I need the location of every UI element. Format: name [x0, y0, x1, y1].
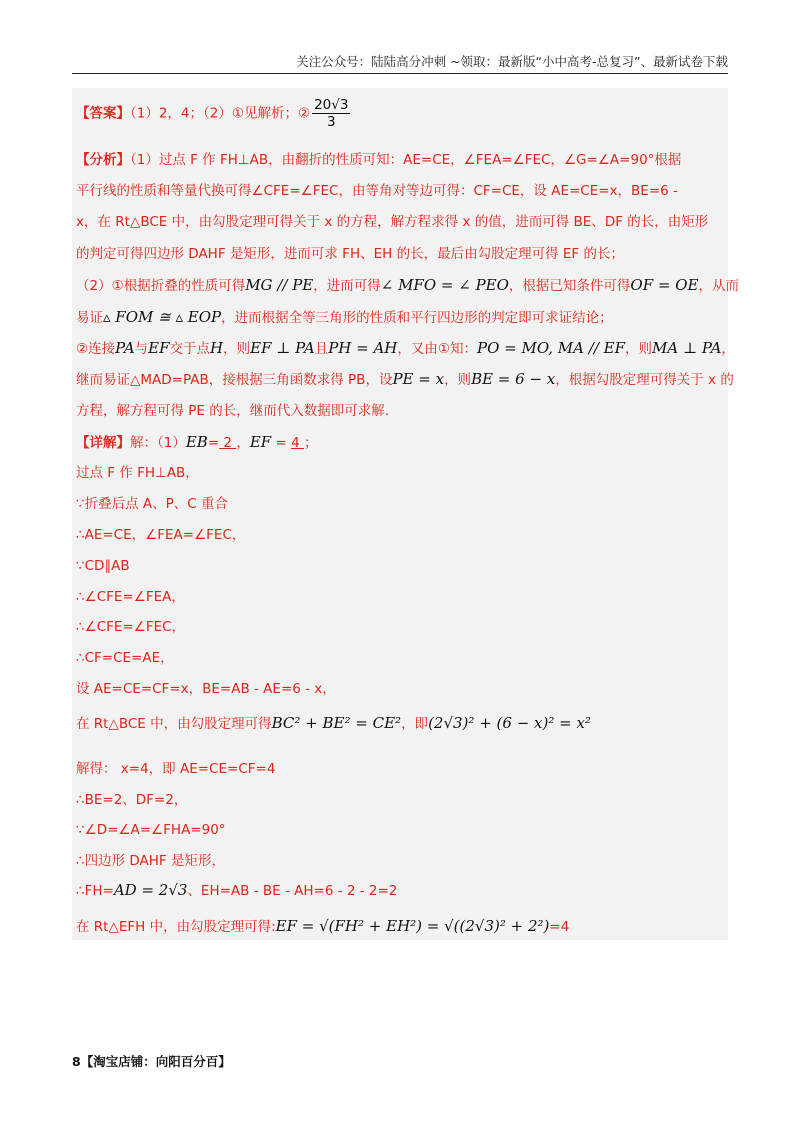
detail-text: 在 Rt△EFH 中，由勾股定理可得: — [76, 919, 276, 935]
detail-step: 过点 F 作 FH⊥AB， — [76, 465, 199, 481]
math-expr: MG // PE — [245, 276, 314, 294]
analysis-text: ，从而 — [698, 278, 739, 294]
analysis-line-3: x，在 Rt△BCE 中，由勾股定理可得关于 x 的方程，解方程求得 x 的值，进而可得 BE、DF 的长，由矩形 — [76, 214, 709, 230]
detail-step: ∵∠D=∠A=∠FHA=90° — [76, 822, 226, 838]
detail-pythagoras-bce — [76, 713, 591, 734]
analysis-line-5 — [76, 275, 739, 296]
detail-text: ，即 — [401, 716, 429, 732]
analysis-text: ，又由①知： — [397, 341, 477, 357]
fraction-numerator: 20√3 — [314, 97, 349, 113]
detail-text: 、EH=AB - BE - AH=6 - 2 - 2=2 — [187, 883, 398, 899]
math-expr: BC² + BE² = CE² — [271, 714, 402, 732]
math-expr: EF — [148, 339, 170, 357]
detail-step: ∴CF=CE=AE， — [76, 650, 174, 666]
analysis-text: ，则 — [223, 341, 251, 357]
analysis-tag: 【分析】 — [76, 152, 130, 168]
math-expr: H — [210, 339, 224, 357]
math-expr: EF = √(FH² + EH²) = √((2√3)² + 2²) — [275, 917, 550, 935]
detail-text: =4 — [549, 919, 570, 935]
math-expr: BE = 6 − x — [471, 370, 556, 388]
answer-line — [76, 97, 352, 130]
analysis-text: ②连接 — [76, 341, 116, 357]
answer-blank-ef: 4 — [291, 435, 304, 451]
math-expr: EF — [249, 433, 272, 451]
answer-blank-eb: 2 — [219, 435, 237, 451]
analysis-text: ，则 — [625, 341, 653, 357]
math-expr: EF ⊥ PA — [250, 339, 315, 357]
detail-step: ∴四边形 DAHF 是矩形， — [76, 853, 225, 869]
detail-step: ∵CD∥AB — [76, 558, 130, 574]
detail-step: ∵折叠后点 A、P、C 重合 — [76, 496, 228, 512]
math-expr: ∠ MFO = ∠ PEO — [380, 276, 509, 294]
analysis-line-6 — [76, 307, 613, 328]
analysis-text: ， — [721, 341, 735, 357]
page-footer: 8【淘宝店铺：向阳百分百】 — [72, 1054, 231, 1069]
analysis-text: ，根据勾股定理可得关于 x 的 — [555, 372, 734, 388]
analysis-line-4: 的判定可得四边形 DAHF 是矩形，进而可求 FH、EH 的长，最后由勾股定理可得 EF 的长； — [76, 246, 624, 262]
math-expr: PO = MO, MA // EF — [477, 339, 626, 357]
detail-step: ∴AE=CE，∠FEA=∠FEC， — [76, 527, 246, 543]
answer-text: （1）2，4；（2）①见解析；② — [130, 105, 311, 122]
fraction-denominator: 3 — [326, 114, 336, 130]
detail-text: = — [207, 435, 220, 451]
analysis-text: ，进而可得 — [313, 278, 381, 294]
math-expr: PH = AH — [328, 339, 398, 357]
detail-text: ， — [236, 435, 250, 451]
analysis-text: 继而易证△MAD=PAB，接根据三角函数求得 PB，设 — [76, 372, 393, 388]
analysis-text: 交于点 — [169, 341, 211, 357]
detail-step: 设 AE=CE=CF=x，BE=AB - AE=6 - x， — [76, 681, 336, 697]
detail-step: ∴∠CFE=∠FEA， — [76, 589, 185, 605]
detail-tag: 【详解】 — [76, 435, 130, 451]
math-expr: (2√3)² + (6 − x)² = x² — [428, 714, 591, 732]
answer-fraction — [312, 97, 350, 130]
analysis-text: 与 — [134, 341, 149, 357]
detail-step: ∴BE=2、DF=2， — [76, 792, 188, 808]
analysis-text: ，根据已知条件可得 — [508, 278, 631, 294]
detail-text: = — [271, 435, 292, 451]
analysis-line-1 — [76, 150, 681, 170]
detail-pythagoras-efh — [76, 916, 569, 937]
math-expr: EB — [185, 433, 208, 451]
analysis-text: 易证 — [76, 310, 103, 326]
header-rule — [72, 73, 728, 74]
analysis-line-9: 方程，解方程可得 PE 的长，继而代入数据即可求解. — [76, 403, 390, 419]
analysis-line-8 — [76, 369, 734, 390]
analysis-text-1: （1）过点 F 作 FH⊥AB，由翻折的性质可知：AE=CE，∠FEA=∠FEC，∠G=∠A=90°根据 — [130, 152, 682, 168]
detail-line-1 — [76, 432, 317, 453]
math-expr: AD = 2√3 — [113, 881, 188, 899]
math-expr: PE = x — [392, 370, 445, 388]
detail-step: 解得： x=4，即 AE=CE=CF=4 — [76, 761, 276, 777]
math-expr: ▵ FOM ≅ ▵ EOP — [103, 308, 222, 326]
analysis-text: ，则 — [444, 372, 472, 388]
detail-step: ∴∠CFE=∠FEC， — [76, 619, 186, 635]
math-expr: MA ⊥ PA — [652, 339, 722, 357]
analysis-text: （2）①根据折叠的性质可得 — [76, 278, 246, 294]
analysis-text: 且 — [314, 341, 329, 357]
detail-text: ； — [303, 435, 318, 451]
math-expr: OF = OE — [630, 276, 699, 294]
detail-text: 在 Rt△BCE 中，由勾股定理可得 — [76, 716, 272, 732]
analysis-line-7 — [76, 338, 735, 359]
detail-fh-line — [76, 880, 397, 901]
math-expr: PA — [115, 339, 135, 357]
analysis-text: ，进而根据全等三角形的性质和平行四边形的判定即可求证结论； — [221, 310, 613, 326]
detail-text: ∴FH= — [76, 883, 114, 899]
answer-tag: 【答案】 — [76, 105, 130, 122]
detail-text: 解：（1） — [130, 435, 186, 451]
analysis-line-2: 平行线的性质和等量代换可得∠CFE=∠FEC，由等角对等边可得：CF=CE，设 AE=CE=x，BE=6 - — [76, 183, 678, 199]
page-header: 关注公众号：陆陆高分冲刺 ~领取：最新版“小中高考-总复习”、最新试卷下载 — [296, 54, 728, 69]
